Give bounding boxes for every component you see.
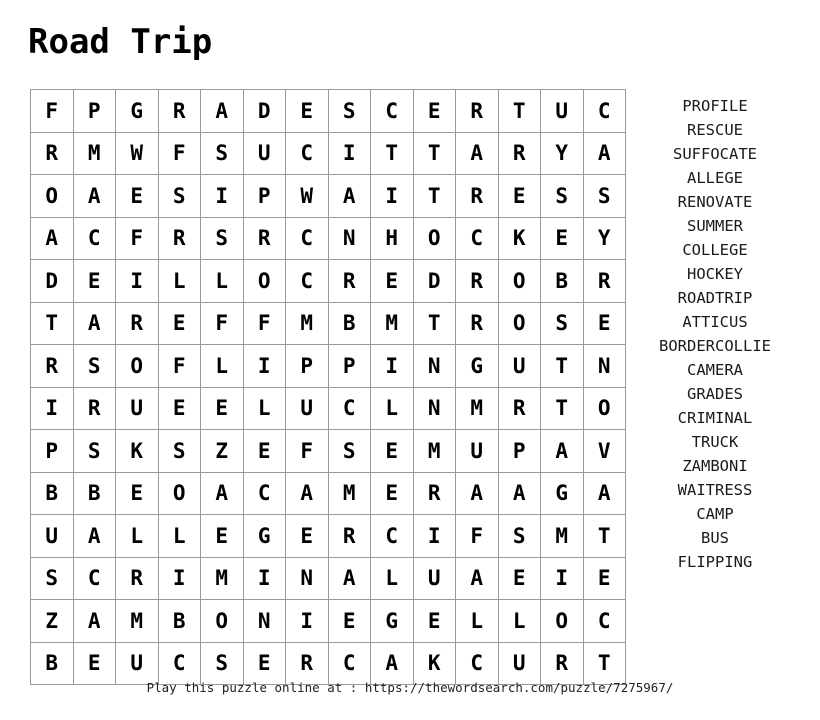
letter-cell[interactable]: H (371, 217, 414, 260)
letter-cell[interactable]: F (116, 217, 159, 260)
letter-grid-row (31, 430, 626, 473)
letter-cell[interactable]: N (583, 345, 626, 388)
letter-cell[interactable]: M (413, 430, 456, 473)
letter-cell[interactable]: L (158, 515, 201, 558)
word-list-item[interactable]: CAMP (696, 505, 734, 523)
letter-cell[interactable]: R (498, 387, 541, 430)
letter-grid-row (31, 515, 626, 558)
letter-grid-row (31, 600, 626, 643)
letter-cell[interactable]: E (158, 387, 201, 430)
letter-cell[interactable]: F (286, 430, 329, 473)
letter-cell[interactable]: R (31, 345, 74, 388)
letter-cell[interactable]: D (243, 90, 286, 133)
letter-cell[interactable]: R (116, 557, 159, 600)
letter-cell[interactable]: E (243, 430, 286, 473)
letter-cell[interactable]: C (73, 217, 116, 260)
letter-cell[interactable]: O (413, 217, 456, 260)
letter-cell[interactable]: O (201, 600, 244, 643)
letter-grid-row (31, 302, 626, 345)
letter-cell[interactable]: T (413, 302, 456, 345)
letter-cell[interactable]: E (583, 557, 626, 600)
word-list-item[interactable]: RENOVATE (677, 193, 753, 211)
letter-cell[interactable]: A (73, 175, 116, 218)
letter-cell[interactable]: A (371, 642, 414, 685)
letter-cell[interactable]: B (158, 600, 201, 643)
letter-cell[interactable]: Z (31, 600, 74, 643)
letter-cell[interactable]: T (541, 387, 584, 430)
letter-cell[interactable]: S (583, 175, 626, 218)
letter-cell[interactable]: S (31, 557, 74, 600)
letter-cell[interactable]: G (116, 90, 159, 133)
letter-cell[interactable]: U (31, 515, 74, 558)
letter-cell[interactable]: R (498, 132, 541, 175)
letter-cell[interactable]: E (73, 260, 116, 303)
letter-cell[interactable]: E (73, 642, 116, 685)
letter-cell[interactable]: I (328, 132, 371, 175)
letter-cell[interactable]: I (371, 345, 414, 388)
letter-grid-row (31, 387, 626, 430)
letter-cell[interactable]: C (158, 642, 201, 685)
letter-grid-row (31, 345, 626, 388)
letter-cell[interactable]: R (541, 642, 584, 685)
letter-cell[interactable]: E (116, 175, 159, 218)
letter-cell[interactable]: R (158, 90, 201, 133)
word-list-item[interactable]: BUS (701, 529, 729, 547)
letter-cell[interactable]: U (498, 345, 541, 388)
letter-cell[interactable]: C (456, 642, 499, 685)
letter-cell[interactable]: S (541, 175, 584, 218)
word-list-item[interactable]: COLLEGE (682, 241, 748, 259)
letter-cell[interactable]: E (158, 302, 201, 345)
letter-cell[interactable]: A (328, 175, 371, 218)
letter-cell[interactable]: N (413, 387, 456, 430)
letter-cell[interactable]: N (413, 345, 456, 388)
letter-cell[interactable]: A (456, 472, 499, 515)
letter-cell[interactable]: W (116, 132, 159, 175)
letter-grid-row (31, 260, 626, 303)
letter-cell[interactable]: V (583, 430, 626, 473)
letter-cell[interactable]: M (328, 472, 371, 515)
letter-cell[interactable]: R (243, 217, 286, 260)
letter-cell[interactable]: O (31, 175, 74, 218)
letter-cell[interactable]: R (583, 260, 626, 303)
letter-cell[interactable]: R (456, 175, 499, 218)
letter-cell[interactable]: N (243, 600, 286, 643)
letter-cell[interactable]: E (583, 302, 626, 345)
letter-cell[interactable]: R (456, 260, 499, 303)
letter-cell[interactable]: C (328, 642, 371, 685)
letter-cell[interactable]: B (31, 642, 74, 685)
letter-cell[interactable]: G (456, 345, 499, 388)
letter-cell[interactable]: R (158, 217, 201, 260)
letter-cell[interactable]: L (498, 600, 541, 643)
letter-cell[interactable]: Y (583, 217, 626, 260)
letter-cell[interactable]: R (456, 302, 499, 345)
word-list-item[interactable]: ATTICUS (682, 313, 748, 331)
letter-cell[interactable]: O (498, 302, 541, 345)
letter-cell[interactable]: T (413, 132, 456, 175)
letter-cell[interactable]: S (201, 132, 244, 175)
letter-cell[interactable]: T (31, 302, 74, 345)
letter-cell[interactable]: A (73, 515, 116, 558)
letter-cell[interactable]: C (328, 387, 371, 430)
letter-cell[interactable]: U (243, 132, 286, 175)
letter-cell[interactable]: O (583, 387, 626, 430)
letter-grid-row (31, 472, 626, 515)
letter-cell[interactable]: U (498, 642, 541, 685)
letter-cell[interactable]: T (413, 175, 456, 218)
letter-cell[interactable]: I (371, 175, 414, 218)
letter-cell[interactable]: I (116, 260, 159, 303)
letter-cell[interactable]: S (158, 430, 201, 473)
letter-cell[interactable]: R (31, 132, 74, 175)
letter-cell[interactable]: K (498, 217, 541, 260)
letter-cell[interactable]: N (286, 557, 329, 600)
letter-cell[interactable]: R (116, 302, 159, 345)
letter-cell[interactable]: P (243, 175, 286, 218)
letter-grid-row (31, 175, 626, 218)
letter-cell[interactable]: A (73, 302, 116, 345)
word-list-item[interactable]: WAITRESS (677, 481, 753, 499)
letter-cell[interactable]: R (328, 515, 371, 558)
letter-cell[interactable]: L (116, 515, 159, 558)
letter-cell[interactable]: C (73, 557, 116, 600)
letter-cell[interactable]: U (541, 90, 584, 133)
letter-cell[interactable]: U (286, 387, 329, 430)
letter-cell[interactable]: Z (201, 430, 244, 473)
letter-cell[interactable]: R (286, 642, 329, 685)
letter-cell[interactable]: P (498, 430, 541, 473)
letter-cell[interactable]: E (541, 217, 584, 260)
letter-cell[interactable]: M (116, 600, 159, 643)
letter-cell[interactable]: M (201, 557, 244, 600)
letter-cell[interactable]: T (583, 515, 626, 558)
letter-cell[interactable]: O (158, 472, 201, 515)
letter-cell[interactable]: K (116, 430, 159, 473)
letter-cell[interactable]: S (328, 430, 371, 473)
letter-cell[interactable]: T (371, 132, 414, 175)
letter-cell[interactable]: S (201, 217, 244, 260)
letter-cell[interactable]: A (541, 430, 584, 473)
letter-cell[interactable]: S (73, 345, 116, 388)
letter-cell[interactable]: Y (541, 132, 584, 175)
letter-cell[interactable]: L (371, 387, 414, 430)
letter-grid-row (31, 217, 626, 260)
letter-cell[interactable]: C (286, 217, 329, 260)
letter-cell[interactable]: M (541, 515, 584, 558)
letter-cell[interactable]: L (243, 387, 286, 430)
word-list-item[interactable]: GRADES (687, 385, 743, 403)
letter-cell[interactable]: U (116, 387, 159, 430)
letter-cell[interactable]: R (328, 260, 371, 303)
letter-cell[interactable]: C (456, 217, 499, 260)
letter-cell[interactable]: O (498, 260, 541, 303)
letter-cell[interactable]: E (286, 90, 329, 133)
letter-cell[interactable]: C (583, 600, 626, 643)
letter-cell[interactable]: L (371, 557, 414, 600)
letter-cell[interactable]: E (498, 557, 541, 600)
letter-cell[interactable]: W (286, 175, 329, 218)
word-list-item[interactable]: SUMMER (687, 217, 743, 235)
letter-cell[interactable]: I (31, 387, 74, 430)
letter-cell[interactable]: F (31, 90, 74, 133)
word-list-item[interactable]: ZAMBONI (682, 457, 748, 475)
letter-grid-row (31, 642, 626, 685)
word-list-item[interactable]: PROFILE (682, 97, 748, 115)
letter-cell[interactable]: L (456, 600, 499, 643)
letter-cell[interactable]: L (201, 345, 244, 388)
letter-cell[interactable]: M (456, 387, 499, 430)
letter-cell[interactable]: R (456, 90, 499, 133)
word-list-item[interactable]: BORDERCOLLIE (659, 337, 771, 355)
letter-cell[interactable]: U (456, 430, 499, 473)
letter-cell[interactable]: P (31, 430, 74, 473)
letter-cell[interactable]: E (286, 515, 329, 558)
letter-cell[interactable]: M (286, 302, 329, 345)
letter-cell[interactable]: O (243, 260, 286, 303)
letter-cell[interactable]: S (328, 90, 371, 133)
letter-cell[interactable]: S (498, 515, 541, 558)
letter-cell[interactable]: E (328, 600, 371, 643)
letter-cell[interactable]: G (243, 515, 286, 558)
letter-cell[interactable]: S (541, 302, 584, 345)
word-list-item[interactable]: CAMERA (687, 361, 743, 379)
word-list-item[interactable]: TRUCK (691, 433, 739, 451)
letter-cell[interactable]: I (243, 345, 286, 388)
letter-cell[interactable]: U (116, 642, 159, 685)
letter-cell[interactable]: T (498, 90, 541, 133)
letter-cell[interactable]: A (328, 557, 371, 600)
letter-cell[interactable]: M (73, 132, 116, 175)
word-list-item[interactable]: SUFFOCATE (673, 145, 757, 163)
letter-cell[interactable]: E (201, 515, 244, 558)
letter-cell[interactable]: E (371, 430, 414, 473)
letter-cell[interactable]: A (456, 132, 499, 175)
word-list-item[interactable]: ROADTRIP (677, 289, 753, 307)
word-list-item[interactable]: CRIMINAL (677, 409, 753, 427)
letter-cell[interactable]: A (73, 600, 116, 643)
letter-cell[interactable]: S (73, 430, 116, 473)
letter-cell[interactable]: P (73, 90, 116, 133)
letter-cell[interactable]: A (583, 132, 626, 175)
letter-cell[interactable]: I (541, 557, 584, 600)
letter-cell[interactable]: P (286, 345, 329, 388)
letter-cell[interactable]: O (116, 345, 159, 388)
letter-cell[interactable]: C (371, 515, 414, 558)
letter-grid-row (31, 90, 626, 133)
letter-cell[interactable]: C (286, 132, 329, 175)
letter-cell[interactable]: I (158, 557, 201, 600)
letter-cell[interactable]: G (371, 600, 414, 643)
letter-cell[interactable]: E (243, 642, 286, 685)
letter-cell[interactable]: C (583, 90, 626, 133)
word-search-grid[interactable] (30, 89, 626, 685)
letter-cell[interactable]: F (158, 345, 201, 388)
letter-cell[interactable]: A (498, 472, 541, 515)
word-list-item[interactable]: HOCKEY (687, 265, 743, 283)
letter-cell[interactable]: C (286, 260, 329, 303)
letter-grid-row (31, 557, 626, 600)
letter-cell[interactable]: F (456, 515, 499, 558)
letter-cell[interactable]: E (201, 387, 244, 430)
letter-cell[interactable]: R (413, 472, 456, 515)
letter-cell[interactable]: L (158, 260, 201, 303)
letter-cell[interactable]: E (413, 90, 456, 133)
letter-cell[interactable]: B (328, 302, 371, 345)
word-list-item[interactable]: FLIPPING (677, 553, 753, 571)
letter-cell[interactable]: O (541, 600, 584, 643)
letter-cell[interactable]: K (413, 642, 456, 685)
letter-cell[interactable]: D (31, 260, 74, 303)
letter-cell[interactable]: C (371, 90, 414, 133)
letter-cell[interactable]: U (413, 557, 456, 600)
letter-grid-row (31, 132, 626, 175)
letter-cell[interactable]: F (243, 302, 286, 345)
letter-cell[interactable]: I (243, 557, 286, 600)
letter-cell[interactable]: I (413, 515, 456, 558)
letter-cell[interactable]: B (73, 472, 116, 515)
letter-cell[interactable]: E (498, 175, 541, 218)
letter-cell[interactable]: P (328, 345, 371, 388)
letter-cell[interactable]: G (541, 472, 584, 515)
page-title: Road Trip (28, 22, 213, 62)
letter-cell[interactable]: A (456, 557, 499, 600)
letter-cell[interactable]: T (541, 345, 584, 388)
letter-grid-table[interactable] (30, 89, 626, 685)
letter-cell[interactable]: T (583, 642, 626, 685)
letter-cell[interactable]: F (201, 302, 244, 345)
letter-cell[interactable]: F (158, 132, 201, 175)
letter-cell[interactable]: E (413, 600, 456, 643)
letter-cell[interactable]: L (201, 260, 244, 303)
letter-cell[interactable]: S (201, 642, 244, 685)
letter-grid-body (31, 90, 626, 685)
letter-cell[interactable]: A (201, 472, 244, 515)
word-list-item[interactable]: ALLEGE (687, 169, 743, 187)
letter-cell[interactable]: N (328, 217, 371, 260)
letter-cell[interactable]: B (541, 260, 584, 303)
letter-cell[interactable]: B (31, 472, 74, 515)
letter-cell[interactable]: A (286, 472, 329, 515)
letter-cell[interactable]: R (73, 387, 116, 430)
letter-cell[interactable]: E (371, 472, 414, 515)
letter-cell[interactable]: A (31, 217, 74, 260)
letter-cell[interactable]: D (413, 260, 456, 303)
word-list (620, 94, 810, 574)
footer-link[interactable]: Play this puzzle online at : https://thewordsearch.com/puzzle/7275967/ (146, 680, 674, 695)
letter-cell[interactable]: I (286, 600, 329, 643)
letter-cell[interactable]: I (201, 175, 244, 218)
letter-cell[interactable]: A (583, 472, 626, 515)
letter-cell[interactable]: E (371, 260, 414, 303)
letter-cell[interactable]: E (116, 472, 159, 515)
letter-cell[interactable]: S (158, 175, 201, 218)
word-list-item[interactable]: RESCUE (687, 121, 743, 139)
letter-cell[interactable]: A (201, 90, 244, 133)
letter-cell[interactable]: M (371, 302, 414, 345)
letter-cell[interactable]: C (243, 472, 286, 515)
